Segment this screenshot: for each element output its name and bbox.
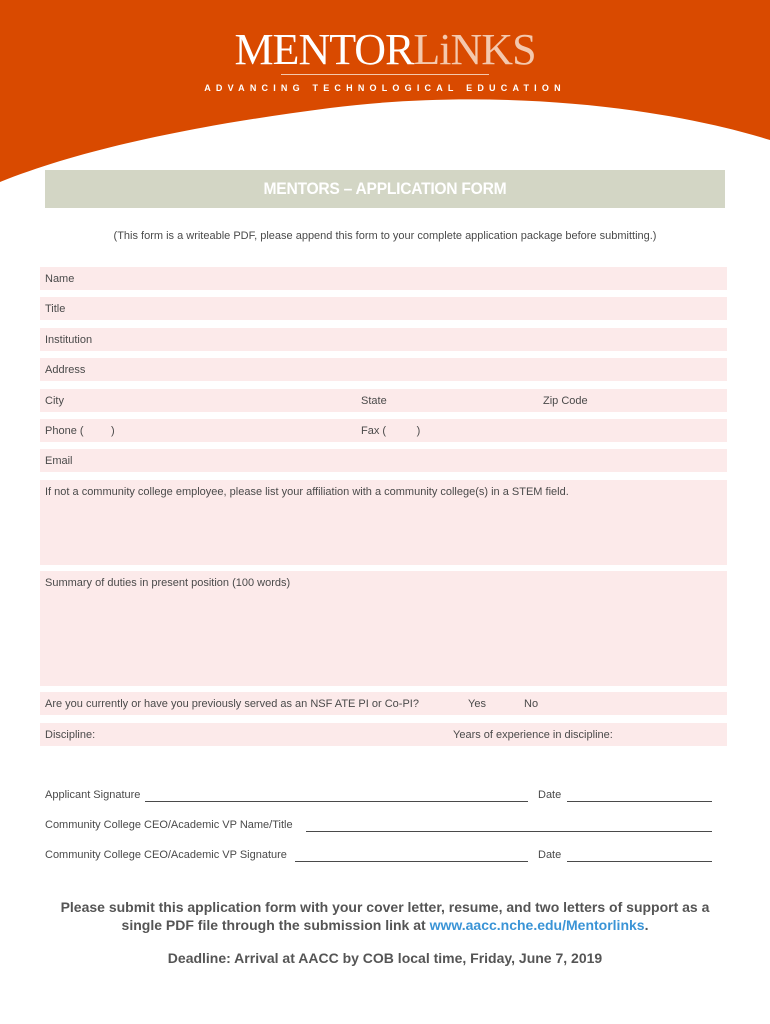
submission-period: . <box>644 917 649 933</box>
ceo-name-title-line[interactable] <box>306 831 712 832</box>
form-title-bar <box>45 170 725 208</box>
fax-label: Fax ( ) <box>361 425 421 437</box>
submission-link[interactable]: www.aacc.nche.edu/Mentorlinks <box>429 917 645 933</box>
summary-field[interactable] <box>40 571 727 686</box>
affiliation-field[interactable] <box>40 480 727 565</box>
logo-divider <box>281 74 489 75</box>
state-label: State <box>361 395 387 407</box>
form-note: (This form is a writeable PDF, please append this form to your complete application package before submitting.) <box>113 230 657 242</box>
affiliation-label: If not a community college employee, please list your affiliation with a community college(s) in a STEM field. <box>45 486 569 498</box>
summary-label: Summary of duties in present position (100 words) <box>45 577 291 589</box>
applicant-signature-label: Applicant Signature <box>45 789 141 801</box>
deadline-text: Deadline: Arrival at AACC by COB local time, Friday, June 7, 2019 <box>167 950 603 966</box>
name-label: Name <box>45 273 75 285</box>
ceo-signature-line[interactable] <box>295 861 528 862</box>
no-option[interactable]: No <box>524 698 539 710</box>
date-line-2[interactable] <box>567 861 712 862</box>
email-label: Email <box>45 455 73 467</box>
form-title: MENTORS – APPLICATION FORM <box>263 179 507 198</box>
submission-instructions <box>40 898 730 934</box>
name-field[interactable] <box>40 267 727 290</box>
title-label: Title <box>45 303 66 315</box>
discipline-label: Discipline: <box>45 729 96 741</box>
phone-label: Phone ( ) <box>45 425 115 437</box>
applicant-signature-line[interactable] <box>145 801 528 802</box>
submission-text: Please submit this application form with your cover letter, resume, and two letters of support as a single PDF file through the submission link at <box>60 899 710 933</box>
years-experience-label: Years of experience in discipline: <box>453 729 613 741</box>
title-field[interactable] <box>40 297 727 320</box>
zip-label: Zip Code <box>543 395 588 407</box>
ceo-signature-label: Community College CEO/Academic VP Signature <box>45 849 287 861</box>
date-label-2: Date <box>538 849 562 861</box>
address-field[interactable] <box>40 358 727 381</box>
date-line-1[interactable] <box>567 801 712 802</box>
nsf-question-label: Are you currently or have you previously served as an NSF ATE PI or Co-PI? <box>45 698 419 710</box>
address-label: Address <box>45 364 86 376</box>
email-field[interactable] <box>40 449 727 472</box>
city-state-zip-row[interactable] <box>40 389 727 412</box>
tagline: ADVANCING TECHNOLOGICAL EDUCATION <box>204 83 566 93</box>
mentorlinks-logo: MENTORLiNKS <box>234 25 536 74</box>
discipline-row[interactable] <box>40 723 727 746</box>
city-label: City <box>45 395 64 407</box>
institution-label: Institution <box>45 334 93 346</box>
yes-option[interactable]: Yes <box>468 698 486 710</box>
nsf-question-row[interactable] <box>40 692 727 715</box>
ceo-name-title-label: Community College CEO/Academic VP Name/Title <box>45 819 293 831</box>
institution-field[interactable] <box>40 328 727 351</box>
phone-fax-row[interactable] <box>40 419 727 442</box>
date-label-1: Date <box>538 789 562 801</box>
